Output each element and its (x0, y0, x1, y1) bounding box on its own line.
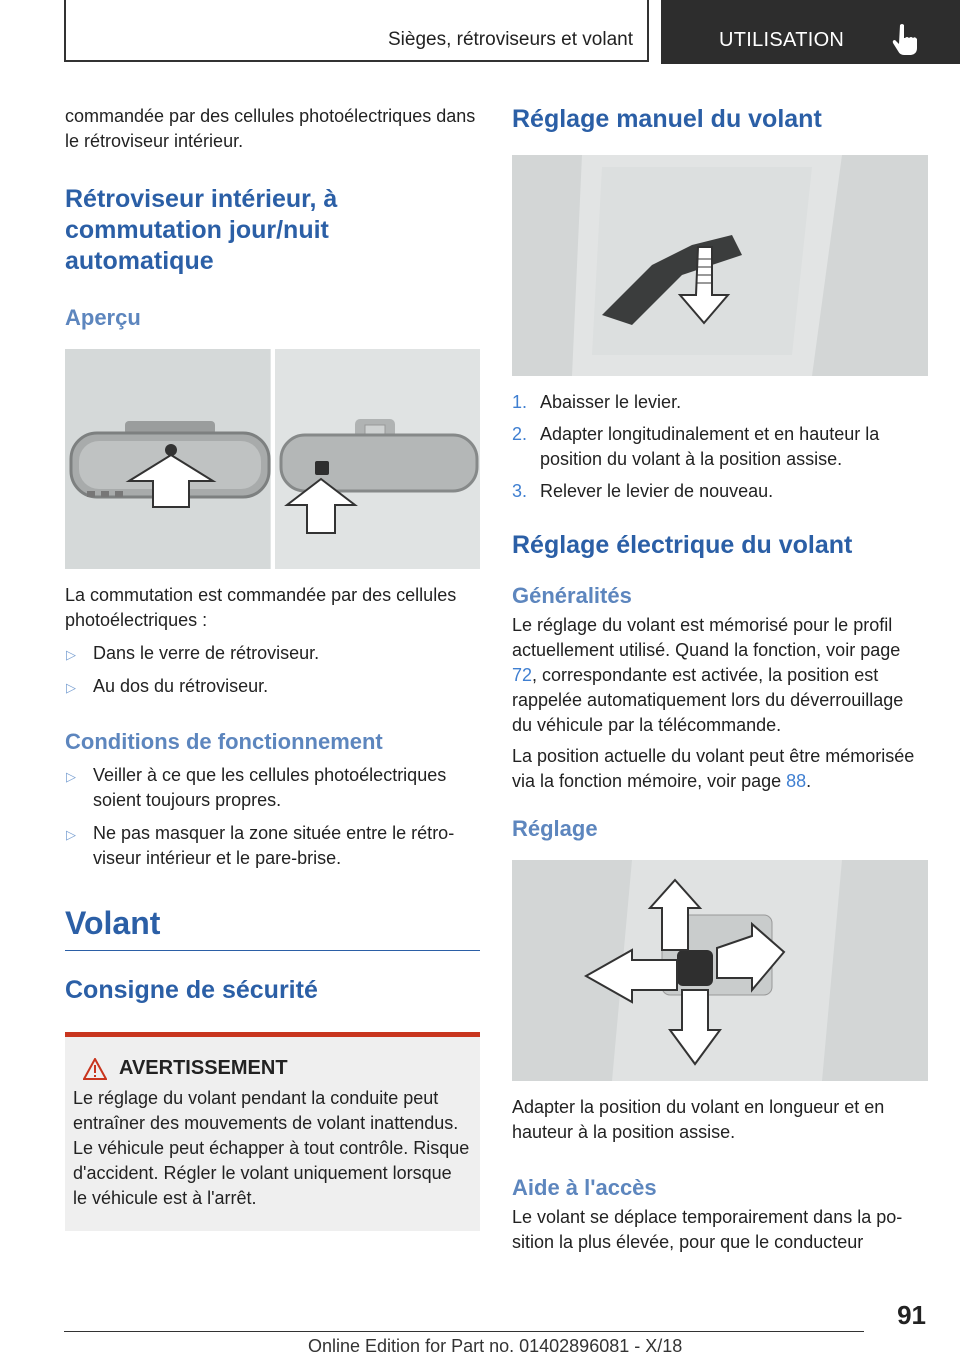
warning-header (83, 1057, 470, 1080)
heading-manuel: Réglage manuel du volant (512, 105, 822, 133)
page-number: 91 (897, 1300, 926, 1330)
triangle-bullet-icon: ▷ (66, 769, 76, 784)
warning-title: AVERTISSEMENT (119, 1057, 288, 1079)
generalites-text-2: La position actuelle du volant peut être mémorisée via la fonction mémoire, voir page 88. (512, 746, 915, 791)
warning-triangle-icon (83, 1058, 107, 1080)
heading-conditions: Conditions de fonctionnement (65, 729, 383, 754)
edition-text: Online Edition for Part no. 01402896081 - X/18 (308, 1336, 683, 1356)
generalites-text-1: Le réglage du volant est mémorisé pour le profil actuellement utilisé. Quand la fonction, voir page 72, correspondante est activée, la position est rappelée automatiquement lors du déverrouillage du véhicule par la télécommande. (512, 615, 904, 735)
list-item: ▷ Au dos du rétroviseur. (65, 674, 480, 699)
pointing-hand-icon (891, 22, 921, 56)
list-item: ▷ Dans le verre de rétroviseur. (65, 641, 480, 666)
chapter-title: Sièges, rétroviseurs et volant (387, 29, 633, 50)
steering-lever-illustration (512, 155, 928, 376)
apercu-text: La commutation est commandée par des cellules photoélectriques : (65, 585, 457, 630)
footer-divider (64, 1331, 864, 1332)
apercu-list (65, 641, 480, 699)
heading-consigne: Consigne de sécurité (65, 976, 318, 1004)
warning-box (65, 1032, 480, 1231)
heading-electrique: Réglage électrique du volant (512, 531, 853, 559)
section-tab[interactable] (661, 0, 960, 64)
conditions-list (65, 763, 480, 871)
aide-text: Le volant se déplace temporairement dans la position la plus élevée, pour que le conducteur (512, 1207, 903, 1252)
heading-generalites: Généralités (512, 583, 632, 608)
left-column (65, 100, 480, 1231)
triangle-bullet-icon: ▷ (66, 680, 76, 695)
heading-auto-mirror: Rétroviseur intérieur, à commutation jour/nuit automatique (65, 185, 338, 275)
list-item: ▷ Ne pas masquer la zone située entre le rétroviseur intérieur et le pare-brise. (66, 823, 455, 868)
list-item: 3. Relever le levier de nouveau. (512, 481, 774, 501)
manuel-steps (512, 390, 928, 504)
reglage-text: Adapter la position du volant en longueur et en hauteur à la position assise. (512, 1097, 885, 1142)
section-label: UTILISATION (719, 29, 845, 51)
list-item: 1. Abaisser le levier. (512, 392, 682, 412)
page-link-88[interactable]: 88 (786, 771, 807, 791)
list-item: 2. Adapter longitudinalement et en hauteur la position du volant à la position assise. (512, 424, 880, 469)
heading-aide: Aide à l'accès (512, 1175, 657, 1200)
heading-volant: Volant (65, 905, 480, 951)
page-header (0, 0, 960, 66)
triangle-bullet-icon: ▷ (66, 647, 76, 662)
chapter-title-box (64, 0, 649, 62)
list-item: ▷ Veiller à ce que les cellules photoélectriques soient toujours propres. (66, 765, 447, 810)
page-link-72[interactable]: 72 (512, 665, 533, 685)
heading-apercu: Aperçu (65, 305, 141, 330)
electric-adjust-illustration (512, 860, 928, 1081)
intro-text: commandée par des cellules photoélectriques dans le rétroviseur intérieur. (65, 106, 476, 151)
triangle-bullet-icon: ▷ (66, 827, 76, 842)
warning-text: Le réglage du volant pendant la conduite peut entraîner des mouvements de volant inattendus. Le véhicule peut échapper à tout contrôle. Risque d'accident. Régler le volant uniquement lorsque le véhicule est à l'arrêt. (73, 1088, 470, 1208)
heading-reglage: Réglage (512, 816, 598, 841)
mirror-illustration (65, 349, 480, 569)
right-column (512, 100, 928, 1255)
